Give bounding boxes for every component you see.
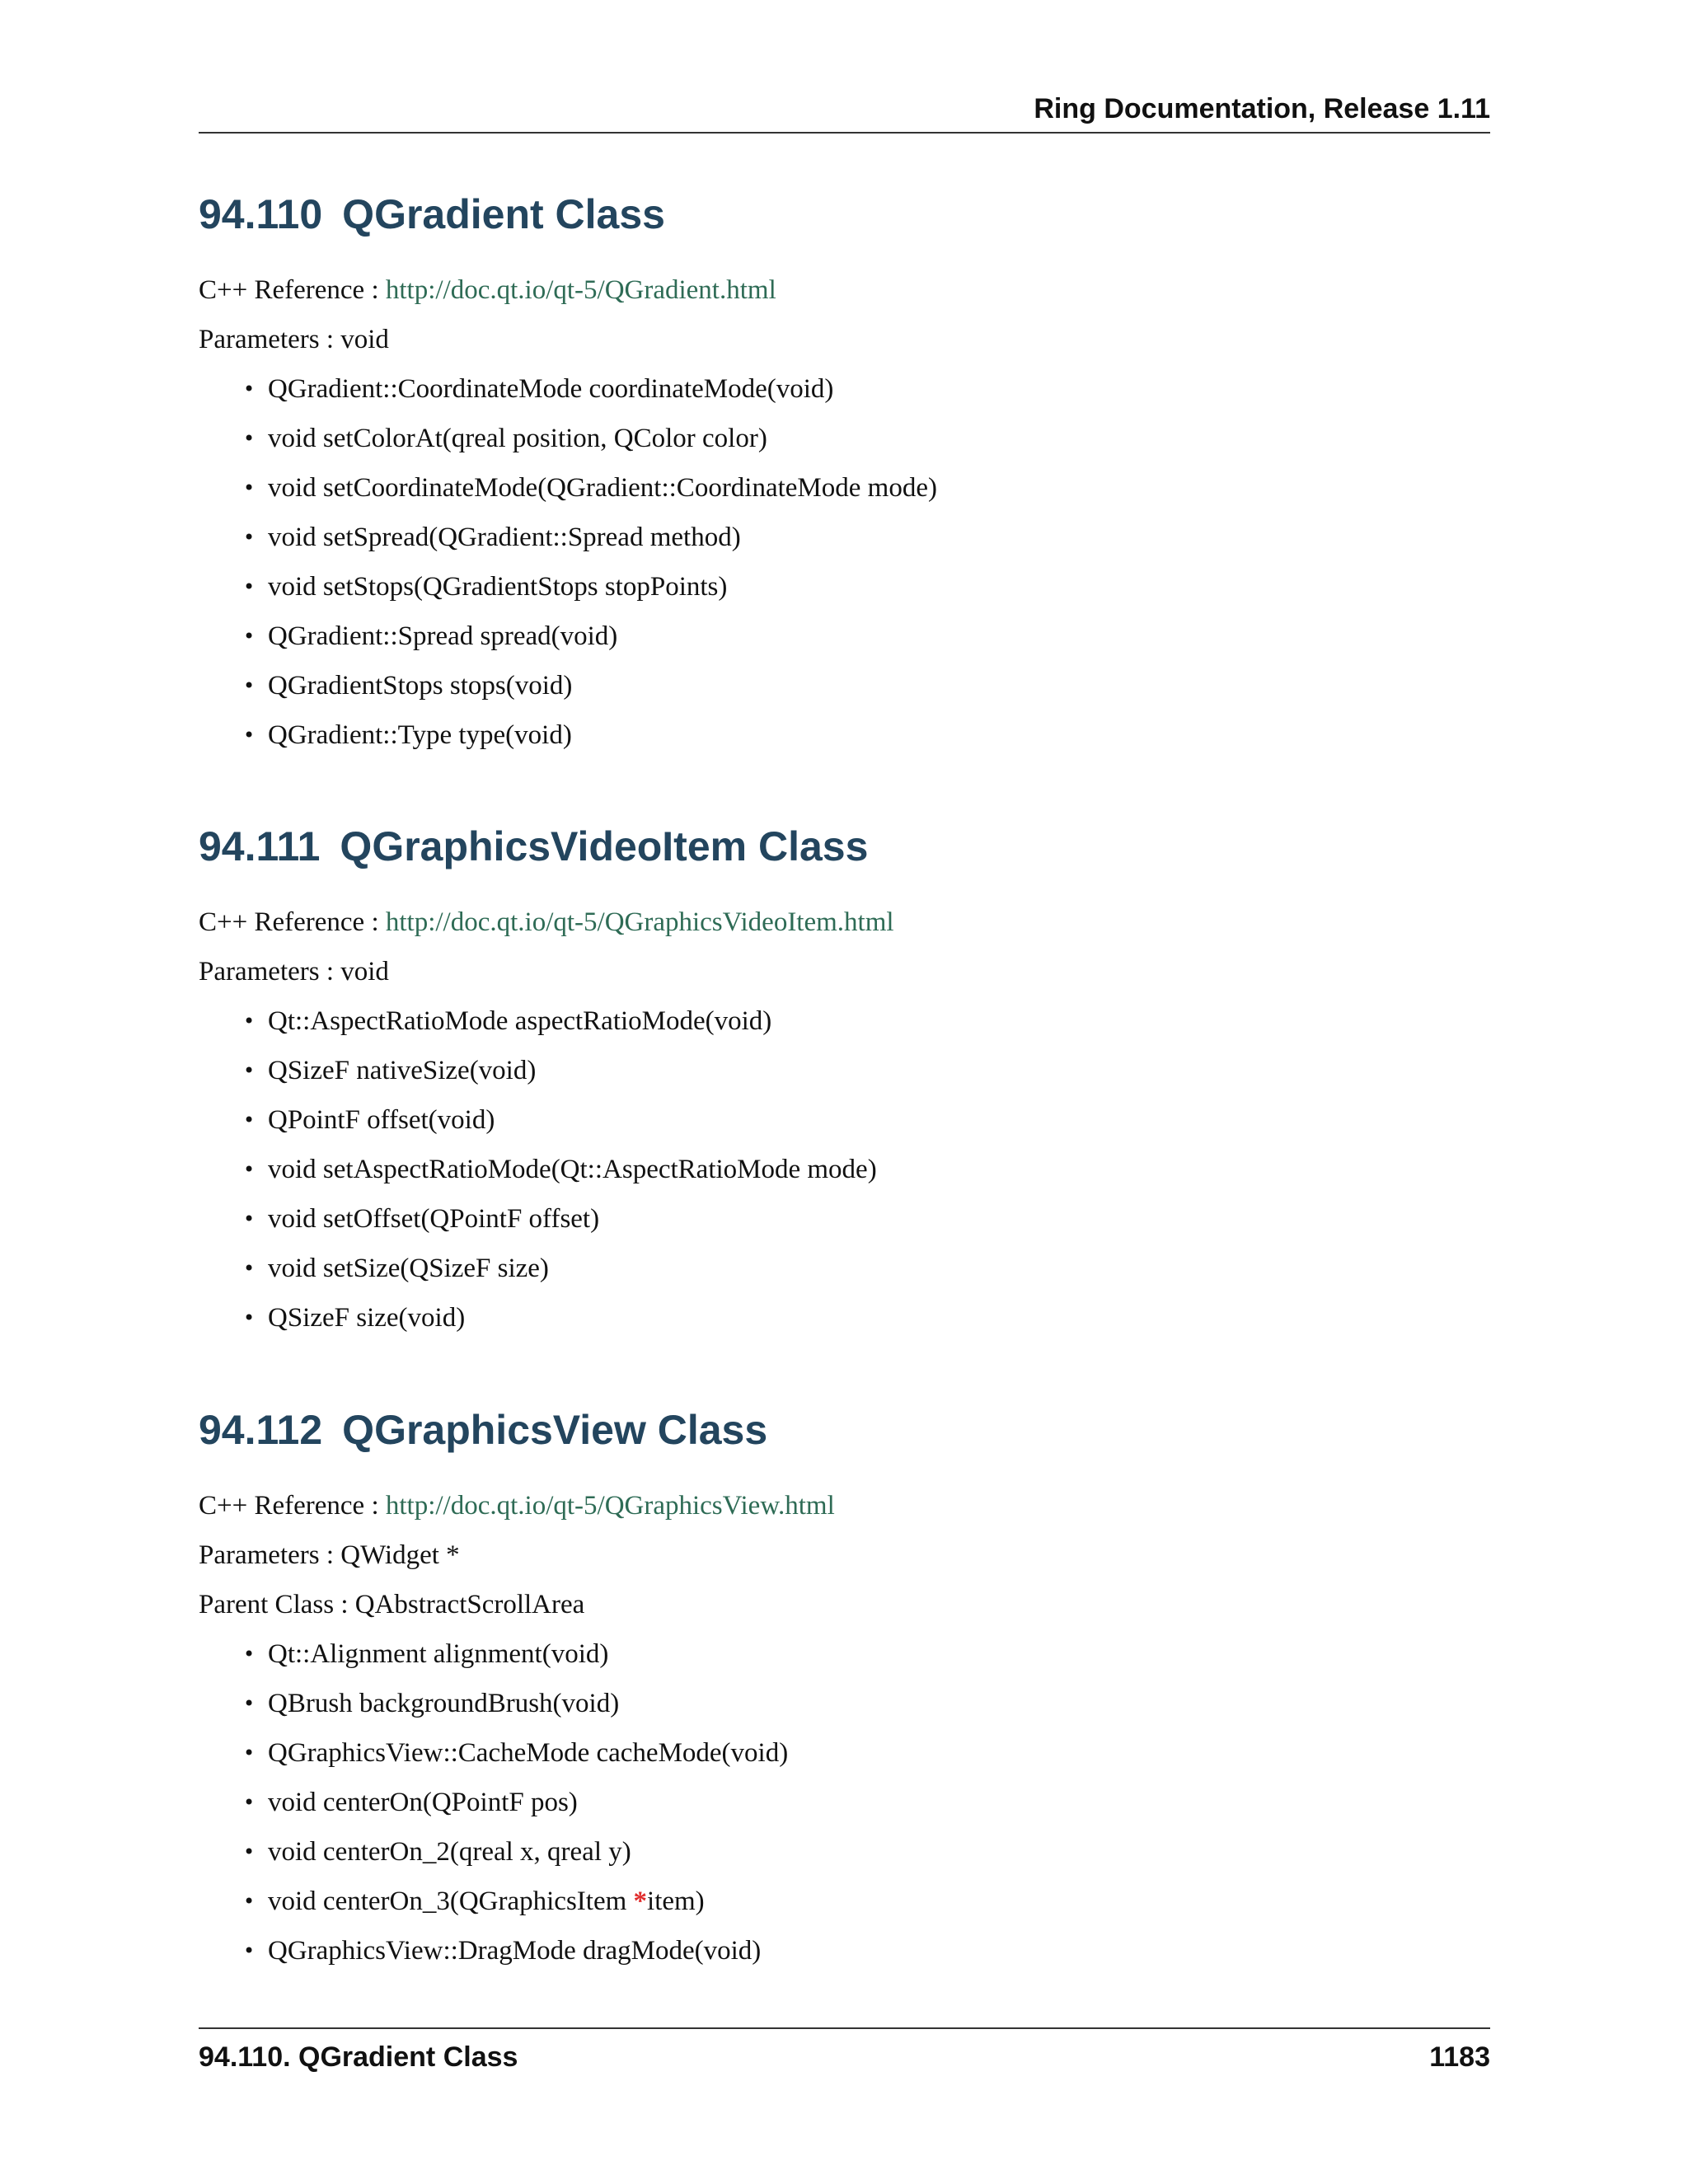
method-item [199,1885,1490,1934]
page-number: 1183 [1429,2041,1490,2073]
cpp-reference [199,1489,1490,1539]
method-signature: void setColorAt(qreal position, QColor color) [268,424,767,453]
method-signature: QGradientStops stops(void) [268,671,573,701]
parent-class-line: Parent Class : QAbstractScrollArea [199,1590,585,1619]
method-item [199,1054,1490,1104]
footer-section: 94.110. QGradient Class [199,2041,518,2073]
bullet-icon: • [243,476,256,499]
header-title: Ring Documentation, Release 1.11 [1034,93,1490,124]
bullet-icon: • [243,1108,256,1132]
method-list [199,1638,1490,1984]
method-signature: QGraphicsView::CacheMode cacheMode(void) [268,1738,789,1768]
bullet-icon: • [243,575,256,598]
reference-link[interactable]: http://doc.qt.io/qt-5/QGraphicsView.html [385,1491,835,1521]
bullet-icon: • [243,1207,256,1230]
section-heading [199,190,1490,239]
method-item [199,719,1490,768]
method-list [199,1005,1490,1351]
reference-link[interactable]: http://doc.qt.io/qt-5/QGradient.html [385,275,776,305]
section-number: 94.112 [199,1407,323,1453]
section-number: 94.110 [199,191,323,237]
bullet-icon: • [243,625,256,648]
bullet-icon: • [243,377,256,401]
parameters-line: Parameters : void [199,325,389,354]
method-signature-tail: item) [647,1886,705,1916]
method-list [199,373,1490,768]
method-item [199,1252,1490,1301]
bullet-icon: • [243,724,256,747]
method-signature: void setAspectRatioMode(Qt::AspectRatioMode mode) [268,1155,877,1184]
cpp-reference [199,906,1490,955]
cpp-reference [199,274,1490,323]
method-item [199,1786,1490,1835]
section-heading [199,822,1490,871]
method-signature: QBrush backgroundBrush(void) [268,1689,620,1718]
bullet-icon: • [243,1059,256,1082]
method-signature: void setCoordinateMode(QGradient::CoordinateMode mode) [268,473,937,503]
method-signature: QGradient::CoordinateMode coordinateMode(void) [268,374,834,404]
reference-link[interactable]: http://doc.qt.io/qt-5/QGraphicsVideoItem.html [385,907,894,937]
method-item [199,1202,1490,1252]
reference-label: C++ Reference : [199,1491,386,1521]
bullet-icon: • [243,1010,256,1033]
section-heading [199,1405,1490,1455]
running-header [199,92,1490,134]
method-item [199,1835,1490,1885]
bullet-icon: • [243,1890,256,1913]
method-signature: void setStops(QGradientStops stopPoints) [268,572,728,602]
bullet-icon: • [243,1692,256,1715]
bullet-icon: • [243,674,256,697]
running-footer [199,2027,1490,2074]
method-signature: QSizeF size(void) [268,1303,466,1333]
section-title: QGraphicsView Class [342,1407,768,1453]
method-item [199,570,1490,620]
method-item [199,1301,1490,1351]
section-qgraphicsview [199,1405,1490,1984]
method-item [199,1153,1490,1202]
method-item [199,669,1490,719]
method-signature: Qt::AspectRatioMode aspectRatioMode(void) [268,1006,772,1036]
reference-label: C++ Reference : [199,275,386,305]
method-signature: void setSize(QSizeF size) [268,1254,549,1283]
document-page [199,0,1490,2184]
bullet-icon: • [243,1791,256,1814]
method-signature: QPointF offset(void) [268,1105,495,1135]
method-item [199,1638,1490,1687]
method-signature: QSizeF nativeSize(void) [268,1056,537,1085]
method-item [199,620,1490,669]
method-signature: void centerOn_2(qreal x, qreal y) [268,1837,631,1867]
section-qgraphicsvideoitem [199,822,1490,1351]
reference-label: C++ Reference : [199,907,386,937]
method-item [199,1934,1490,1984]
bullet-icon: • [243,526,256,549]
method-item [199,1687,1490,1736]
method-signature: QGradient::Spread spread(void) [268,621,618,651]
parameters-line: Parameters : void [199,957,389,987]
bullet-icon: • [243,1257,256,1280]
method-item [199,1104,1490,1153]
pointer-star: * [633,1886,648,1916]
method-signature: QGraphicsView::DragMode dragMode(void) [268,1936,762,1966]
method-signature: void setOffset(QPointF offset) [268,1204,600,1234]
section-qgradient [199,190,1490,768]
bullet-icon: • [243,1158,256,1181]
section-title: QGradient Class [342,191,665,237]
bullet-icon: • [243,1306,256,1329]
method-item [199,422,1490,471]
parameters-line: Parameters : QWidget * [199,1540,460,1570]
method-item [199,1005,1490,1054]
section-title: QGraphicsVideoItem Class [340,823,869,869]
method-item [199,471,1490,521]
method-signature: void setSpread(QGradient::Spread method) [268,523,741,552]
bullet-icon: • [243,1643,256,1666]
method-signature: void centerOn(QPointF pos) [268,1788,578,1817]
method-signature: QGradient::Type type(void) [268,720,572,750]
bullet-icon: • [243,1840,256,1863]
method-item [199,521,1490,570]
section-number: 94.111 [199,823,321,869]
method-signature: void centerOn_3(QGraphicsItem [268,1886,634,1916]
bullet-icon: • [243,1939,256,1962]
bullet-icon: • [243,427,256,450]
method-signature: Qt::Alignment alignment(void) [268,1639,609,1669]
method-item [199,373,1490,422]
method-item [199,1736,1490,1786]
bullet-icon: • [243,1741,256,1765]
